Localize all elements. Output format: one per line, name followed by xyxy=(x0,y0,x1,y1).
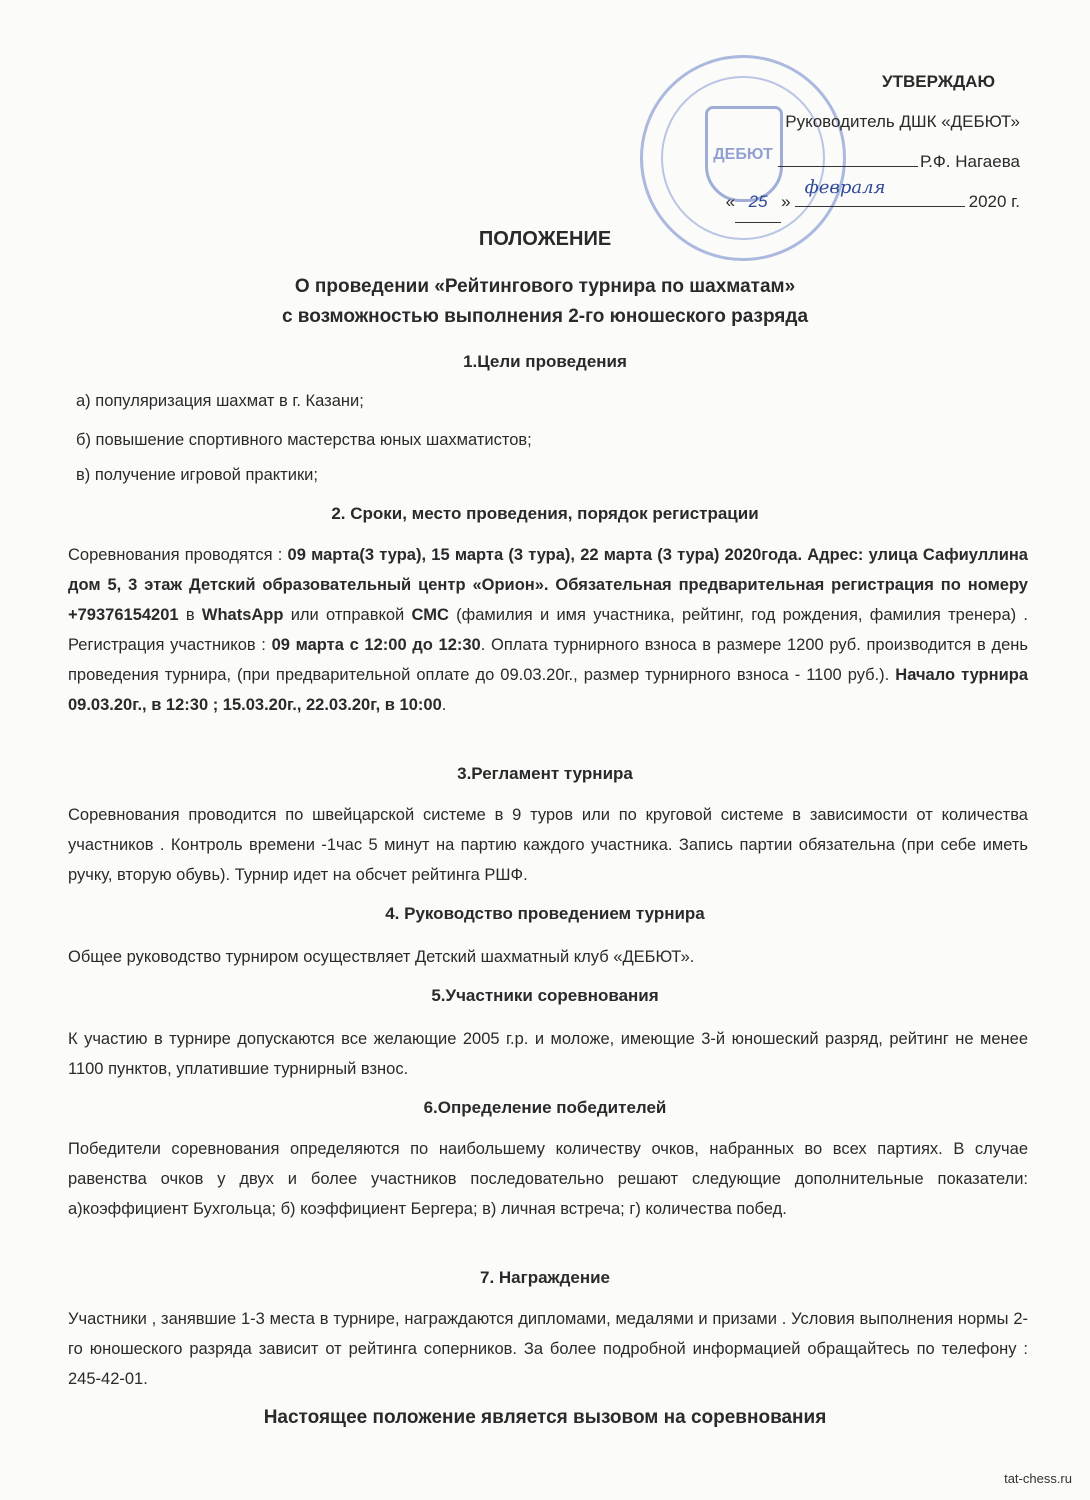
section-4-heading: 4. Руководство проведением турнира xyxy=(385,904,705,923)
subtitle-line-1: О проведении «Рейтингового турнира по шахматам» xyxy=(294,276,796,297)
approval-block xyxy=(690,62,1020,223)
section-7-heading: 7. Награждение xyxy=(479,1268,611,1287)
approval-name: Р.Ф. Нагаева xyxy=(920,152,1020,171)
approval-day: 25 xyxy=(735,182,781,223)
section-4-text: Общее руководство турниром осуществляет Детский шахматный клуб «ДЕБЮТ». xyxy=(68,948,695,966)
s2-whatsapp: WhatsApp xyxy=(201,606,284,624)
section-2-heading: 2. Сроки, место проведения, порядок регистрации xyxy=(331,504,759,523)
goal-item-c: в) получение игровой практики; xyxy=(76,466,318,484)
date-close-quote: » xyxy=(781,192,791,211)
document-subtitle xyxy=(0,272,1090,332)
approval-month: февраля xyxy=(804,177,886,198)
watermark: tat-chess.ru xyxy=(1004,1471,1072,1486)
section-7-text: Участники , занявшие 1-3 места в турнире, награждаются дипломами, медалями и призами . Условия выполнения нормы 2-го юношеского разряда зависит от рейтинга соперников. За более подробной информацией обращайтесь по телефону : 245-42-01. xyxy=(68,1310,1028,1388)
s2-start-time: Начало турнира 09.03.20г., в 12:30 ; 15.03.20г., 22.03.20г, в 10:00 xyxy=(68,666,1028,714)
s2-dates: 09 марта(3 тура), 15 марта (3 тура), 22 марта (3 тура) 2020года. xyxy=(287,546,803,564)
s2-registration-time: 09 марта с 12:00 до 12:30 xyxy=(271,636,481,654)
approval-date-row xyxy=(690,177,1020,223)
section-6-heading: 6.Определение победителей xyxy=(423,1098,667,1117)
section-1-heading: 1.Цели проведения xyxy=(463,352,627,371)
s2-text-2: в xyxy=(178,606,202,624)
document-title: ПОЛОЖЕНИЕ xyxy=(478,228,612,250)
section-3-heading: 3.Регламент турнира xyxy=(457,764,633,783)
section-5-text: К участию в турнире допускаются все желающие 2005 г.р. и моложе, имеющие 3-й юношеский разряд, рейтинг не менее 1100 пунктов, уплатившие турнирный взнос. xyxy=(68,1030,1028,1078)
s2-text-3: или отправкой xyxy=(283,606,412,624)
stamp-text: ДЕБЮТ xyxy=(713,146,773,163)
approval-position: Руководитель ДШК «ДЕБЮТ» xyxy=(785,112,1020,131)
s2-text-5: . Оплата турнирного взноса в размере 1200 руб. производится в день проведения турнира, (при предварительной оплате до 09.03.20г., размер турнирного взноса - 1100 руб.). xyxy=(68,636,1028,684)
approval-title: УТВЕРЖДАЮ xyxy=(882,72,995,91)
s2-text-4: (фамилия и имя участника, рейтинг, год рождения, фамилия тренера) . Регистрация участников : xyxy=(68,606,1028,654)
s2-text-1: Соревнования проводятся : xyxy=(68,546,288,564)
closing-statement: Настоящее положение является вызовом на соревнования xyxy=(263,1407,827,1428)
section-6-text: Победители соревнования определяются по наибольшему количеству очков, набранных во всех партиях. В случае равенства очков у двух и более участников последовательно решают следующие дополнительные показатели: а)коэффициент Бухгольца; б) коэффициент Бергера; в) личная встреча; г) количества побед. xyxy=(68,1140,1028,1218)
approval-year: 2020 г. xyxy=(968,192,1020,211)
subtitle-line-2: с возможностью выполнения 2-го юношеского разряда xyxy=(281,306,809,327)
section-2-text xyxy=(68,540,1028,720)
goal-item-b: б) повышение спортивного мастерства юных шахматистов; xyxy=(76,431,532,449)
s2-text-6: . xyxy=(441,696,447,714)
section-5-heading: 5.Участники соревнования xyxy=(431,986,659,1005)
s2-sms: СМС xyxy=(411,606,449,624)
section-3-text: Соревнования проводится по швейцарской системе в 9 туров или по круговой системе в зависимости от количества участников . Контроль времени -1час 5 минут на партию каждого участника. Запись партии обязательна (при себе иметь ручку, вторую обувь). Турнир идет на обсчет рейтинга РШФ. xyxy=(68,806,1028,884)
date-month-line xyxy=(795,177,965,207)
signature-line xyxy=(778,146,918,167)
goal-item-a: а) популяризация шахмат в г. Казани; xyxy=(76,392,364,410)
date-open-quote: « xyxy=(725,192,736,211)
s2-address: Адрес: улица Сафиуллина дом 5, 3 этаж Детский образовательный центр «Орион». Обязательная предварительная регистрация по номеру +79376154201 xyxy=(68,546,1028,624)
